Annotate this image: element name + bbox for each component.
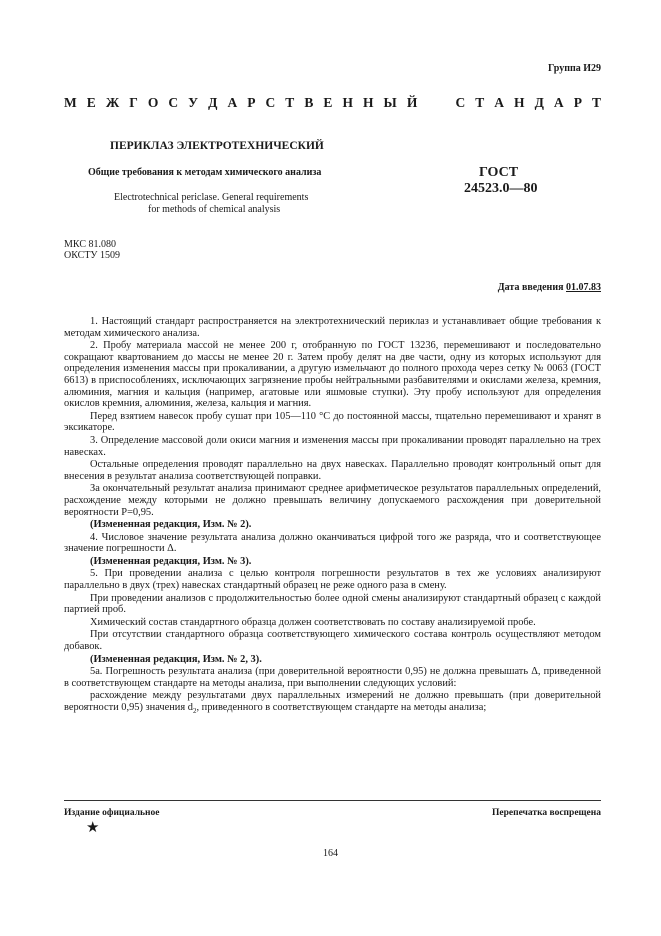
- paragraph: 3. Определение массовой доли окиси магния и изменения массы при прокаливании проводят параллельно на трех навесках.: [64, 434, 601, 458]
- banner-letter: Е: [323, 95, 333, 110]
- gost-label: ГОСТ: [479, 165, 519, 180]
- banner-letter: Н: [362, 95, 374, 110]
- banner-letter: Д: [208, 95, 218, 110]
- page-number: 164: [323, 848, 338, 859]
- banner-letter: Е: [86, 95, 96, 110]
- banner-letter: Ы: [383, 95, 397, 110]
- reprint-prohibited-label: Перепечатка воспрещена: [491, 808, 601, 818]
- english-title-line-1: Electrotechnical periclase. General requirements: [114, 192, 309, 203]
- english-title-line-2: for methods of chemical analysis: [148, 204, 281, 215]
- paragraph-part: , приведенного в соответствующем стандарте на методы анализа;: [196, 702, 487, 713]
- banner-letter: Т: [475, 95, 485, 110]
- paragraph: За окончательный результат анализа принимают среднее арифметическое результатов параллельных определений, расхождение между которыми не должно превышать величину допускаемого расхождения при доверительной вероятности P=0,95.: [64, 483, 601, 518]
- banner-letter: [441, 95, 445, 111]
- banner-letter: С: [455, 95, 466, 110]
- banner-letter: А: [494, 95, 505, 110]
- paragraph: Остальные определения проводят параллельно на двух навесках. Параллельно проводят контрольный опыт для внесения в результат анализа соответствующей поправки.: [64, 459, 601, 482]
- banner-letter: Т: [591, 95, 601, 110]
- paragraph: 4. Числовое значение результата анализа должно оканчиваться цифрой того же разряда, что и соответствующее значение погрешности Δ.: [64, 531, 601, 555]
- banner-letter: О: [147, 95, 159, 110]
- document-subtitle: Общие требования к методам химического анализа: [88, 167, 322, 178]
- banner-letter: Й: [406, 95, 418, 110]
- paragraph: При проведении анализов с продолжительностью более одной смены анализируют стандартный образец с каждой партией проб.: [64, 592, 601, 616]
- group-code: Группа И29: [548, 63, 601, 74]
- paragraph: Перед взятием навесок пробу сушат при 105—110 °С до постоянной массы, тщательно перемешивают и хранят в эксикаторе.: [64, 410, 601, 434]
- banner-letter: Р: [247, 95, 256, 110]
- banner-letter: Н: [342, 95, 353, 110]
- standard-banner: [64, 95, 601, 111]
- banner-letter: Р: [573, 95, 582, 110]
- banner-letter: Д: [534, 95, 544, 110]
- amendment-note: (Измененная редакция, Изм. № 2).: [90, 519, 252, 531]
- paragraph: 5. При проведении анализа с целью контроля погрешности результатов в тех же условиях анализируют параллельно в двух (трех) навесках стандартный образец не реже одного раза в смену.: [64, 568, 601, 592]
- paragraph: 1. Настоящий стандарт распространяется на электротехнический периклаз и устанавливает общие требования к методам химического анализа.: [64, 316, 601, 339]
- banner-letter: Н: [514, 95, 525, 110]
- mks-code: МКС 81.080: [64, 239, 116, 250]
- paragraph: [64, 690, 601, 717]
- intro-date-value: 01.07.83: [566, 282, 601, 293]
- amendment-note: (Измененная редакция, Изм. № 2, 3).: [90, 653, 262, 665]
- subscript: 2: [192, 707, 197, 716]
- gost-number: 24523.0—80: [464, 181, 538, 196]
- paragraph-part: расхождение между результатами двух параллельных измерений не должно превышать (при доверительной вероятности 0,95) значения d: [64, 690, 601, 713]
- body-text: [64, 316, 601, 719]
- intro-label: Дата введения: [497, 282, 566, 293]
- paragraph: 2. Пробу материала массой не менее 200 г, отобранную по ГОСТ 13236, перемешивают и последовательно сокращают квартованием до массы не менее 20 г. Затем пробу делят на две части, одну из которых используют для определения изменения массы при прокаливании, а другую измельчают до полного прохода через сетку № 0063 (ГОСТ 6613) в приспособлениях, исключающих загрязнение пробы нейтральными разбавителями и окислами железа, кремния, алюминия, магния и кальция (например, агатовые или яшмовые ступки). Эту пробу используют для определения окислов кремния, алюминия, железа, кальция и магния.: [64, 340, 601, 410]
- banner-letter: В: [304, 95, 314, 110]
- banner-letter: Ж: [105, 95, 120, 110]
- paragraph: 5а. Погрешность результата анализа (при доверительной вероятности 0,95) не должна превышать Δ, приведенной в соответствующем стандарте на методы анализа, при выполнении следующих условий:: [64, 666, 601, 689]
- banner-letter: Т: [285, 95, 295, 110]
- banner-letter: Г: [129, 95, 138, 110]
- document-title: ПЕРИКЛАЗ ЭЛЕКТРОТЕХНИЧЕСКИЙ: [110, 140, 324, 152]
- banner-letter: А: [227, 95, 238, 110]
- banner-letter: М: [64, 95, 77, 110]
- okstu-code: ОКСТУ 1509: [64, 250, 121, 261]
- footer-rule: [64, 800, 601, 801]
- paragraph: Химический состав стандартного образца должен соответствовать по составу анализируемой пробе.: [90, 616, 536, 628]
- banner-letter: А: [553, 95, 564, 110]
- banner-letter: У: [188, 95, 199, 110]
- amendment-note: (Измененная редакция, Изм. № 3).: [90, 555, 252, 567]
- star-icon: ★: [86, 820, 100, 836]
- banner-letter: С: [168, 95, 179, 110]
- banner-letter: С: [265, 95, 276, 110]
- introduction-date: [498, 282, 601, 293]
- paragraph: При отсутствии стандартного образца соответствующего химического состава контроль осуществляют методом добавок.: [64, 629, 601, 653]
- banner-letter: [427, 95, 431, 111]
- official-edition-label: Издание официальное: [64, 808, 160, 818]
